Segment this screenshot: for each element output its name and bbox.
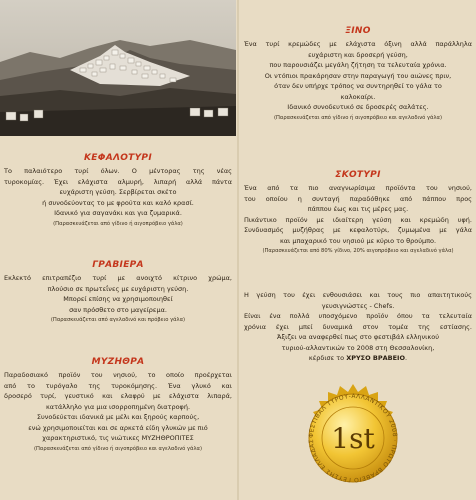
graviera-line: Μπορεί επίσης να χρησιμοποιηθεί bbox=[63, 295, 173, 303]
kefalotyri-note: (Παρασκευάζεται από γίδινο ή αιγοπρόβειο γάλα) bbox=[53, 220, 183, 227]
award-final-line bbox=[244, 353, 472, 364]
xino-line: Ένα τυρί κρεμώδες με ελάχιστα όξινη αλλά παράλληλα bbox=[244, 40, 472, 48]
mizithra-line: Παραδοσιακό προϊόν του νησιού, το οποίο προέρχεται bbox=[4, 371, 232, 379]
mizithra-line: χαρακτηριστικό, τις νιώτικες ΜΥΖΗΘΡΟΠΙΤΕΣ bbox=[42, 434, 194, 442]
xino-line: καλοκαίρι. bbox=[340, 92, 376, 101]
award-prefix: κέρδισε το bbox=[308, 354, 347, 362]
kefalotyri-line: τυροκομίας. Έχει ελάχιστα αλμυρή, λιπαρή αλλά πάντα bbox=[4, 177, 232, 186]
graviera-line: σαν πρόσθετο στο μαγείρεμα. bbox=[69, 305, 167, 314]
village-photo bbox=[0, 0, 236, 136]
kefalotyri-line: Ιδανικό για σαγανάκι και για ζυμαρικά. bbox=[54, 209, 182, 217]
kefalotyri-line: ή συνοδεύοντας το με φρούτα και καλό κρασί. bbox=[42, 198, 194, 207]
graviera-title: ΓΡΑΒΙΕΡΑ bbox=[92, 260, 144, 270]
gold-medal-seal bbox=[299, 383, 407, 493]
mizithra-title: ΜΥΖΗΘΡΑ bbox=[91, 357, 145, 367]
skotyri-line: Συνδυασμός μυζήθρας με κεφαλοτύρι, ζυμωμένα με γάλα bbox=[244, 226, 472, 234]
award-line: Είναι ένα πολλά υποσχόμενο προϊόν όπου τα τελευταία bbox=[244, 312, 472, 320]
kefalotyri-line: ευχάριστη γεύση. Σερβίρεται σκέτο bbox=[59, 188, 177, 196]
xino-title: ΞΙΝΟ bbox=[345, 26, 371, 36]
graviera-section bbox=[4, 260, 232, 325]
award-line: γευσιγνώστες - Chefs. bbox=[321, 301, 395, 310]
skotyri-line: πάππου έως και τις μέρες μας. bbox=[307, 205, 409, 213]
mizithra-line: Συνοδεύεται ιδανικά με μέλι και ξηρούς καρπούς, bbox=[36, 413, 200, 421]
mizithra-section bbox=[4, 357, 232, 454]
skotyri-title: ΣΚΟΤΥΡΙ bbox=[335, 170, 381, 180]
kefalotyri-title: ΚΕΦΑΛΟΤΥΡΙ bbox=[84, 153, 152, 163]
xino-section bbox=[244, 26, 472, 123]
kefalotyri-line: Το παλαιότερο τυρί όλων. Ο μέντορας της νέας bbox=[4, 167, 232, 175]
gold-award-text: ΧΡΥΣΟ ΒΡΑΒΕΙΟ bbox=[346, 354, 406, 362]
mizithra-line: ενώ χρησιμοποιείται και σε αρκετά είδη γλυκών με πιό bbox=[28, 423, 208, 432]
graviera-line: πλούσιο σε πρωτεΐνες με ευχάριστη γεύση. bbox=[47, 284, 189, 293]
medal-first-place: 1st bbox=[331, 422, 375, 455]
mizithra-line: από το τυρόγαλο της τυροκόμησης. Ένα γλυκό και bbox=[4, 381, 232, 390]
mizithra-line: δροσερό τυρί, γευστικό και ελαφρύ με ελάχιστα λιπαρά, bbox=[4, 392, 232, 400]
award-suffix: . bbox=[405, 354, 408, 362]
award-section bbox=[244, 290, 472, 364]
skotyri-line: Ένα από τα πιο αναγνωρίσιμα προϊόντα του νησιού, bbox=[244, 184, 472, 192]
left-column bbox=[0, 0, 236, 500]
skotyri-line: και μπαχαρικό του νησιού με κύριο το θρούμπο. bbox=[279, 236, 437, 245]
award-line: χρόνια έχει μπεί δυναμικά στον τομέα της εστίασης. bbox=[244, 322, 472, 331]
award-line: τυριού-αλλαντικών το 2008 στη Θεσσαλονίκη, bbox=[281, 343, 435, 352]
skotyri-line: Πικάντικο προϊόν με ιδιαίτερη γεύση και κρεμώδη υφή. bbox=[244, 215, 472, 224]
mizithra-note: (Παρασκευάζεται από γίδινο ή αιγοπρόβειο και αγελαδινό γάλα) bbox=[34, 445, 202, 452]
column-divider bbox=[237, 0, 239, 500]
graviera-note: (Παρασκευάζεται από αγελαδινό και πρόβειο γάλα) bbox=[50, 317, 186, 323]
skotyri-note: (Παρασκευάζεται από 80% γίδινο, 20% αιγοπρόβειο και αγελαδινό γάλα) bbox=[262, 248, 454, 254]
graviera-line: Εκλεκτό επιτραπέζιο τυρί με ανοιχτό κίτρινο χρώμα, bbox=[4, 274, 232, 282]
award-line: Άξιζει να αναφερθεί πως στο φεστιβάλ ελληνικού bbox=[277, 333, 439, 341]
xino-line: όταν δεν υπήρχε τρόπος να συντηρηθεί το γάλα το bbox=[274, 82, 442, 90]
xino-line: Οι ντόπιοι πρακάρησαν στην παραγωγή του αιώνες πριν, bbox=[264, 71, 452, 80]
skotyri-section bbox=[244, 170, 472, 256]
xino-line: ευχάριστη και δροσερή γεύση, bbox=[308, 50, 408, 59]
xino-line: που παρουσιάζει μεγάλη ζήτηση τα τελευταία χρόνια. bbox=[269, 61, 447, 69]
award-line: Η γεύση του έχει ενθουσιάσει και τους πιο απαιτητικούς bbox=[244, 291, 472, 299]
xino-note: (Παρασκευάζεται από γίδινο ή αιγοπρόβειο και αγελαδινό γάλα) bbox=[274, 114, 442, 121]
xino-line: Ιδανικό συνοδευτικό σε δροσερές σαλάτες. bbox=[287, 103, 429, 111]
medal-ring-text: ΦΕΣΤΙΒΑΛ ΤΥΡΟΥ-ΑΛΛΑΝΤΙΚΟΥ 2008 · ΠΡΩΤΟ ΒΡΑΒΕΙΟ ΓΕΥΣΗΣ ΕΛΛΑΔΑΣ bbox=[307, 392, 399, 484]
mizithra-line: κατάλληλο για μια ισορροπημένη διατροφή. bbox=[45, 402, 191, 411]
skotyri-line: του οποίου η συνταγή παραδόθηκε από πάππου προς bbox=[244, 194, 472, 203]
kefalotyri-section bbox=[4, 153, 232, 229]
